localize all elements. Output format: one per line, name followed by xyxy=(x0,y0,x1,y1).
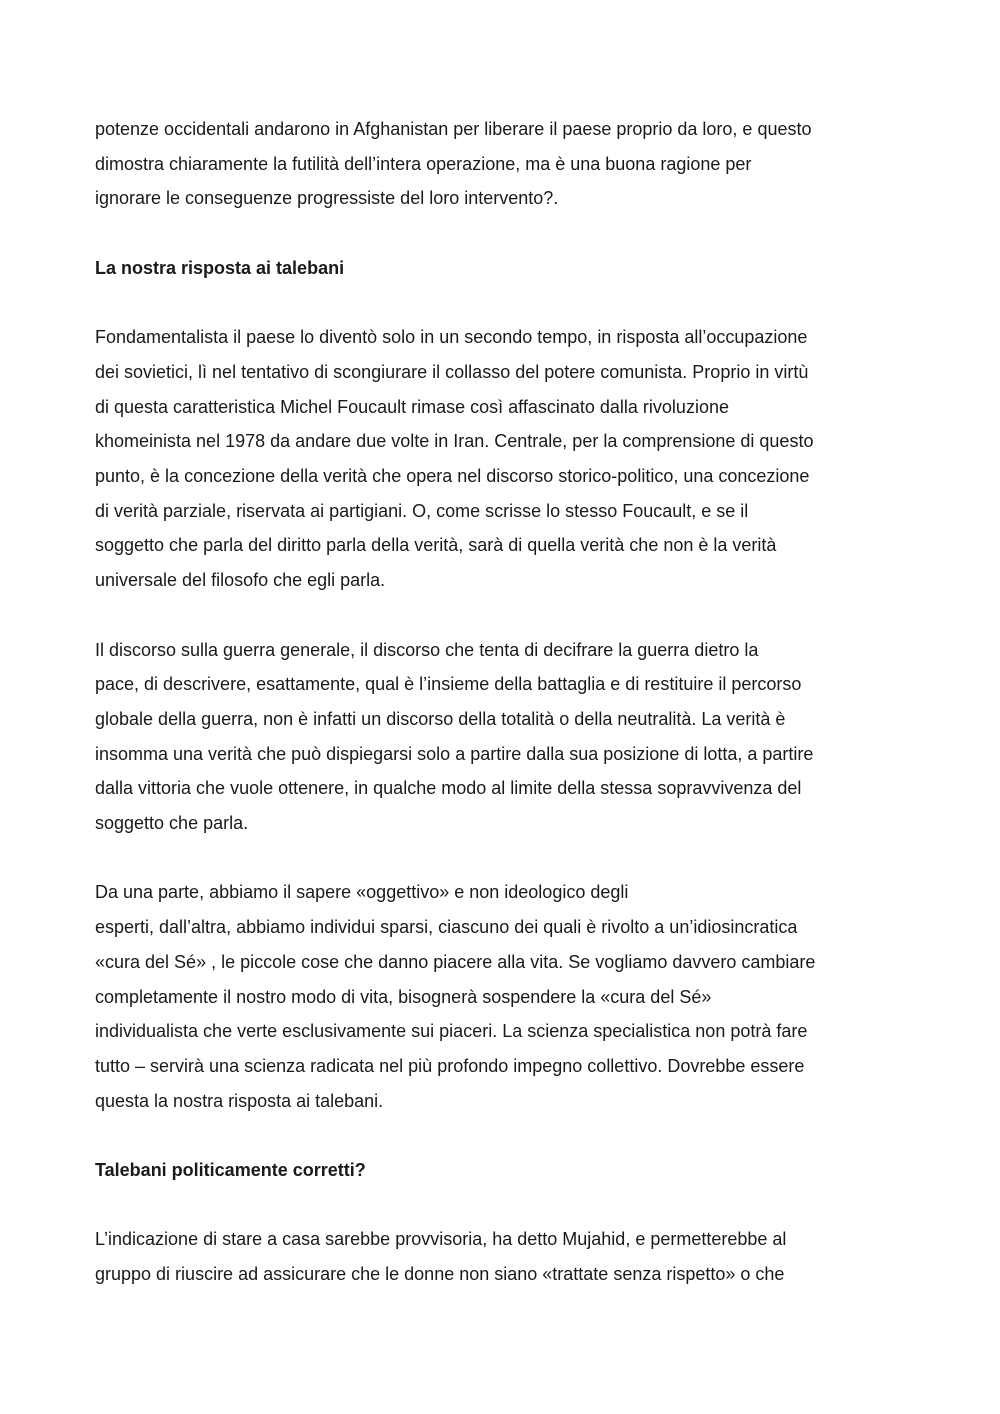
text-line: potenze occidentali andarono in Afghanistan per liberare il paese proprio da loro, e questo xyxy=(95,119,812,139)
text-line: Il discorso sulla guerra generale, il discorso che tenta di decifrare la guerra dietro la xyxy=(95,639,759,660)
document-page xyxy=(95,112,915,1292)
text-line: soggetto che parla. xyxy=(95,813,249,834)
text-line: universale del filosofo che egli parla. xyxy=(95,570,386,591)
paragraph-sapere-oggettivo xyxy=(95,875,915,1118)
text-line: tutto – servirà una scienza radicata nel più profondo impegno collettivo. Dovrebbe essere xyxy=(95,1055,805,1076)
text-line: «cura del Sé» , le piccole cose che danno piacere alla vita. Se vogliamo davvero cambiare xyxy=(95,951,816,972)
paragraph-indicazione xyxy=(95,1222,915,1291)
text-line: esperti, dall’altra, abbiamo individui sparsi, ciascuno dei quali è rivolto a un’idiosincratica xyxy=(95,917,798,938)
section-heading-risposta: La nostra risposta ai talebani xyxy=(95,257,345,278)
text-line: L’indicazione di stare a casa sarebbe provvisoria, ha detto Mujahid, e permetterebbe al xyxy=(95,1229,787,1250)
text-line: globale della guerra, non è infatti un discorso della totalità o della neutralità. La verità è xyxy=(95,708,786,729)
text-line: Da una parte, abbiamo il sapere «oggettivo» e non ideologico degli xyxy=(95,882,629,903)
text-line: di questa caratteristica Michel Foucault rimase così affascinato dalla rivoluzione xyxy=(95,396,729,417)
text-line: punto, è la concezione della verità che opera nel discorso storico-politico, una concezione xyxy=(95,466,810,486)
paragraph-discorso-guerra xyxy=(95,633,915,841)
text-line: di verità parziale, riservata ai partigiani. O, come scrisse lo stesso Foucault, e se il xyxy=(95,500,749,521)
text-line: Fondamentalista il paese lo diventò solo in un secondo tempo, in risposta all’occupazione xyxy=(95,327,808,348)
text-line: dei sovietici, lì nel tentativo di scongiurare il collasso del potere comunista. Proprio in virtù xyxy=(95,361,809,382)
text-line: insomma una verità che può dispiegarsi solo a partire dalla sua posizione di lotta, a partire xyxy=(95,743,814,764)
text-line: gruppo di riuscire ad assicurare che le donne non siano «trattate senza rispetto» o che xyxy=(95,1264,785,1285)
paragraph-intro xyxy=(95,112,915,216)
section-heading-talebani: Talebani politicamente corretti? xyxy=(95,1160,366,1181)
text-line: dalla vittoria che vuole ottenere, in qualche modo al limite della stessa sopravvivenza del xyxy=(95,778,802,799)
text-line: pace, di descrivere, esattamente, qual è l’insieme della battaglia e di restituire il percorso xyxy=(95,674,802,695)
paragraph-fondamentalista xyxy=(95,320,915,598)
text-line: soggetto che parla del diritto parla della verità, sarà di quella verità che non è la verità xyxy=(95,535,777,556)
text-line: individualista che verte esclusivamente sui piaceri. La scienza specialistica non potrà fare xyxy=(95,1021,808,1042)
text-line: questa la nostra risposta ai talebani. xyxy=(95,1090,384,1111)
text-line: khomeinista nel 1978 da andare due volte in Iran. Centrale, per la comprensione di questo xyxy=(95,431,814,452)
text-line: dimostra chiaramente la futilità dell’intera operazione, ma è una buona ragione per xyxy=(95,153,752,174)
text-line: ignorare le conseguenze progressiste del loro intervento?. xyxy=(95,188,559,209)
text-line: completamente il nostro modo di vita, bisognerà sospendere la «cura del Sé» xyxy=(95,986,712,1007)
